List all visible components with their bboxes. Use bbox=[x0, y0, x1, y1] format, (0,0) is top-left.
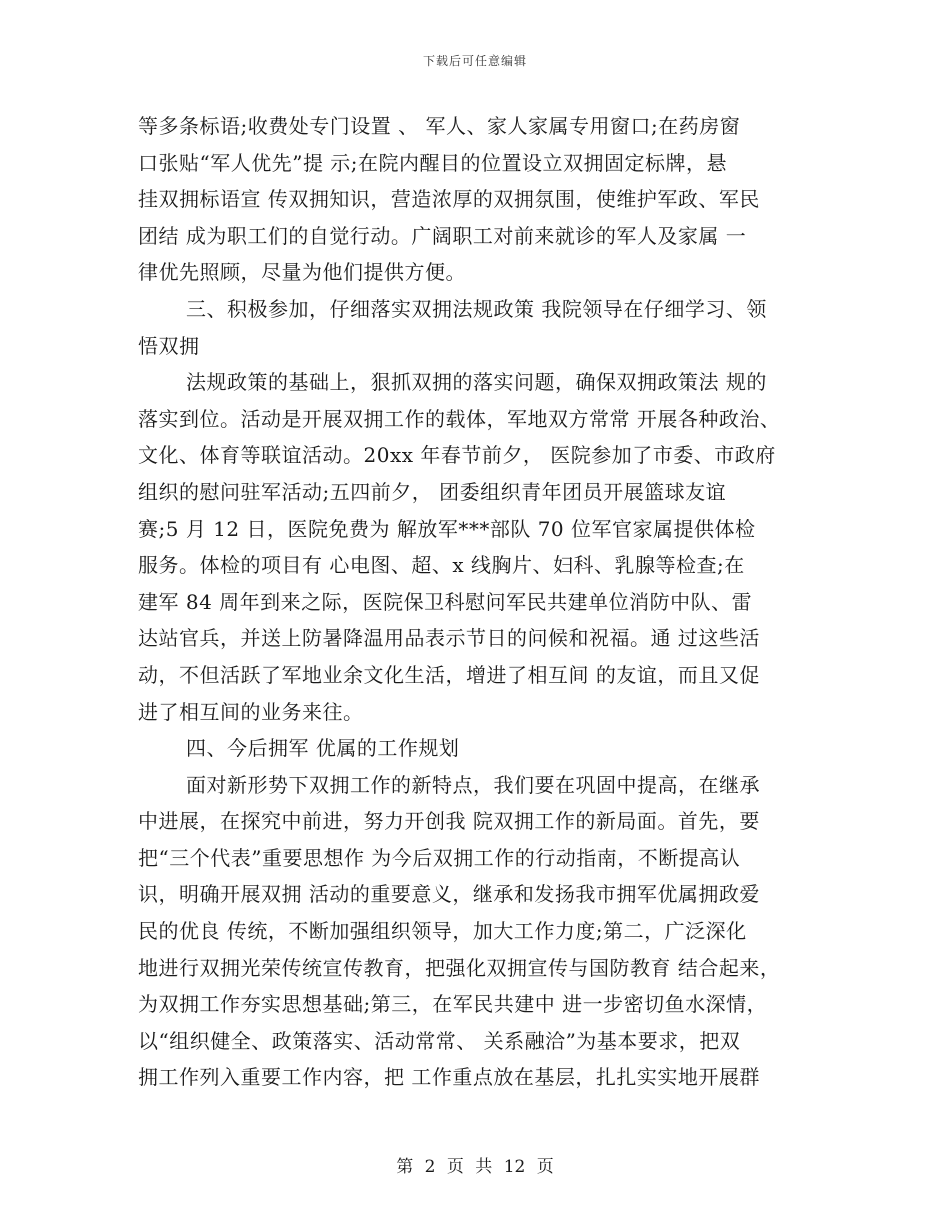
body-line: 口张贴“军人优先”提 示;在院内醒目的位置设立双拥固定标牌，悬 bbox=[138, 150, 728, 175]
body-line: 面对新形势下双拥工作的新特点，我们要在巩固中提高，在继承 bbox=[186, 772, 760, 797]
body-line: 三、积极参加，仔细落实双拥法规政策 我院领导在仔细学习、领 bbox=[186, 296, 767, 321]
body-line: 建军 84 周年到来之际，医院保卫科慰问军民共建单位消防中队、雷 bbox=[138, 589, 753, 614]
body-line: 落实到位。活动是开展双拥工作的载体，军地双方常常 开展各种政治、 bbox=[138, 406, 781, 431]
body-line: 地进行双拥光荣传统宣传教育，把强化双拥宣传与国防教育 结合起来， bbox=[138, 955, 781, 980]
body-line: 识，明确开展双拥 活动的重要意义，继承和发扬我市拥军优属拥政爱 bbox=[138, 882, 760, 907]
body-line: 服务。体检的项目有 心电图、超、x 线胸片、妇科、乳腺等检查;在 bbox=[138, 553, 745, 578]
body-line: 挂双拥标语宣 传双拥知识，营造浓厚的双拥氛围，使维护军政、军民 bbox=[138, 187, 760, 212]
body-line: 文化、体育等联谊活动。20xx 年春节前夕， 医院参加了市委、市政府 bbox=[138, 443, 776, 468]
body-line: 悟双拥 bbox=[138, 333, 200, 358]
body-line: 拥工作列入重要工作内容，把 工作重点放在基层，扎扎实实地开展群 bbox=[138, 1065, 760, 1090]
body-line: 法规政策的基础上，狠抓双拥的落实问题，确保双拥政策法 规的 bbox=[186, 370, 767, 395]
body-line: 进了相互间的业务来往。 bbox=[138, 699, 364, 724]
body-line: 等多条标语;收费处专门设置 、 军人、家人家属专用窗口;在药房窗 bbox=[138, 114, 741, 138]
body-line: 为双拥工作夯实思想基础;第三，在军民共建中 进一步密切鱼水深情， bbox=[138, 992, 768, 1017]
body-line: 以“组织健全、政策落实、活动常常、 关系融洽”为基本要求，把双 bbox=[138, 1028, 741, 1053]
body-line: 动，不但活跃了军地业余文化生活，增进了相互间 的友谊，而且又促 bbox=[138, 662, 760, 687]
body-line: 把“三个代表”重要思想作 为今后双拥工作的行动指南，不断提高认 bbox=[138, 845, 741, 870]
body-line: 四、今后拥军 优属的工作规划 bbox=[186, 736, 460, 761]
page-footer: 第 2 页 共 12 页 bbox=[396, 1157, 554, 1177]
body-line: 团结 成为职工们的自觉行动。广阔职工对前来就诊的军人及家属 一 bbox=[138, 223, 747, 248]
document-body bbox=[138, 108, 818, 1096]
body-line: 律优先照顾，尽量为他们提供方便。 bbox=[138, 260, 466, 285]
body-line: 中进展，在探究中前进，努力开创我 院双拥工作的新局面。首先，要 bbox=[138, 809, 760, 834]
body-line: 赛;5 月 12 日，医院免费为 解放军***部队 70 位军官家属提供体检 bbox=[138, 516, 756, 541]
body-line: 民的优良 传统，不断加强组织领导，加大工作力度;第二，广泛深化 bbox=[138, 919, 747, 944]
body-line: 达站官兵，并送上防暑降温用品表示节日的问候和祝福。通 过这些活 bbox=[138, 626, 760, 651]
body-line: 组织的慰问驻军活动;五四前夕， 团委组织青年团员开展篮球友谊 bbox=[138, 479, 727, 504]
page-header: 下载后可任意编辑 bbox=[422, 54, 527, 68]
